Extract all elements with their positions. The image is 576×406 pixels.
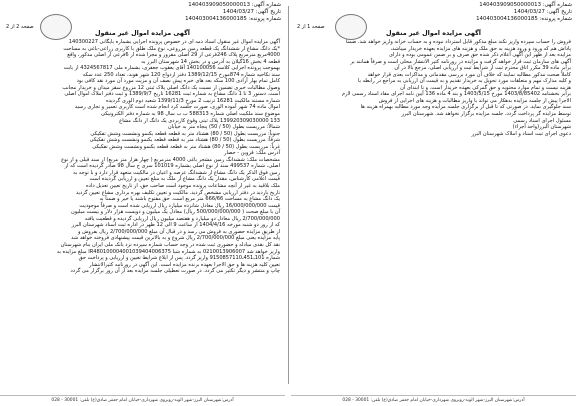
notice-date: تاریخ آگهی: 1404/03/27 xyxy=(222,9,281,15)
body-line: پاداش هم که ورود و ورود هزینه به حق ملک و هزینه های مزایده بعهده خریدار میباشد، xyxy=(390,45,571,52)
body-line: قیمت 16/000/000/000 ریال معادل شانزده میلیارد ریال ارزیابی شده است و صرفاً موجودیت xyxy=(79,202,280,209)
official-seal-icon xyxy=(335,14,367,40)
body-line: یک دانگ مشاع به مساحت 666/66 متر مربع است. حق مفتوح باشند یا خیر و ضمناً به xyxy=(99,196,280,203)
body-line: شماره 101ـ451ـ9150857110 واریز گردد. پس از ابلاغ شرایط تعیین و ارزیابی و پرداخت حق xyxy=(78,255,280,262)
body-line: دعوی اجرای ثبت اسناد و املاک شهرستان البرز xyxy=(471,130,571,137)
case-number: شماره پرونده: 140403004136000185 xyxy=(185,16,281,22)
page-two-column xyxy=(0,0,285,406)
body-line: که از روز دو شنبه مورخه 1404/4/16 از ساعت 9 الی 12 ظهر در اداره ثبت اسناد شهرستان البرز xyxy=(71,222,280,229)
body-line: 133 139920309030000 پلاک ثبتی وقوع کاربردی یک دانگ از دانگ مشاع xyxy=(119,117,280,124)
body-line: 2/700/000/000 ریال معادل دو میلیارد و هفتصد میلیون ریال ارزیابی گردیده و قطعیت یافته xyxy=(84,215,280,222)
body-line: موضوع سند ملکیت اصلی شماره 588313 ب ب سال 98 به شماره دفتر الکترونیکی xyxy=(101,111,280,118)
body-line: وصول مطالبات خبری تضمین از نسبت یک دانگ اصلی پلاک ثبتی 12 مزروع سقز میدان و خریدار مجانب xyxy=(62,84,280,91)
notice-number: شماره آگهی: 140403909050000013 xyxy=(188,2,281,8)
body-line: 4000مربع مترمربع پلاک 246فرعی از 29 اصلی مفروز و مجزا شده از 6فرعی از اصلی مذکور، واقع xyxy=(67,52,280,59)
body-line: چاپ و منتشر و دیگر تکثیر می گردد. در صورت تعطیلی جلسه مزایده بعد از آن روز برگزار می گردد xyxy=(70,268,280,275)
office-address: آدرس:شهرستان البرز-شهر الوند-روبروی شهرداری-خیابان امام جعفر صادق(ع) تلفن: 30001 - 028 xyxy=(291,395,576,403)
body-line: شمالاً: مرزیست بطول (50 / 50) پنجاه متر به خیابان xyxy=(167,124,280,131)
body-line: برابر ماده 39 مکرر اتاق محترم ثبت از شرایط ثبت و ارزیابی اصلی، مرجع بالا در آن xyxy=(394,65,571,72)
body-line: الاجرا پیش از جلسه مزایده بدهکار می تواند با واریز مطالبات و هزینه های اجرایی از فروش xyxy=(378,97,571,104)
body-line: مسئول اجرای اسناد رسمی xyxy=(513,117,571,124)
notice-title: آگهی مزایده اموال غیر منقول xyxy=(94,29,191,37)
body-line: اموال ماده 74 شهر آموده الوری، صورت جلسه کرد انجام شده است کاربری تعمیر و تجاری رسید xyxy=(74,104,280,111)
body-line: نقد کل نقدی مبادله و حضوری ثبت شده در وجه حساب شماره سپرده نزد بانک ملی ایران بنام شهرستان xyxy=(60,241,280,248)
body-line: سند نکاحیه شماره 874مورخ 1389/12/15 دفتر ازدواج 120 شهر هوند، تعداد 250 عدد سکه xyxy=(82,71,280,78)
body-line: غرباً: مرزیست بطول (50 / 80) هشتاد متر به قطعه قطعه بکنمو ونشست وشش تفکیکی xyxy=(92,143,280,150)
body-line: آدرس ملک: قزوین - حصار xyxy=(224,150,280,157)
body-line: جنوباً: مرزیست بطول (50 / 80) هشتاد متر به قطعه قطعه بکنمو ونشست وشش تفکیکی xyxy=(90,130,280,137)
notice-meta xyxy=(291,0,576,23)
official-seal-icon xyxy=(40,14,72,40)
body-line: آگهی های سازمان ثبت قرار خواهد گرفت و مزایده در روزنامه کثیر الانتشار محلی است و صرفاً همانند بر xyxy=(350,58,571,65)
notice-title: آگهی مزایده اموال غیر منقول xyxy=(385,29,482,37)
body-line: ملک بلاقید به غیر از آنچه مشاعات پرونده موجود است صاحب حق، از تاریخ تعیین تعدیل داده xyxy=(86,183,280,190)
column-divider xyxy=(288,6,289,384)
body-line: کامل تمام بهار آزادی 100 سکه بعه های خبره پیش نصف آن و مزیت مورد آن مورد نقد کافی بود xyxy=(76,78,280,85)
body-line: قیمت اعلامی کارشناس، مقدار یک دانگ مشاع از ملک به مبلغ تعیین و ارزیابی گردیده است xyxy=(89,176,280,183)
body-line: بهموجب پرونده اجرایی کلاسه 140100056 آقای یعقوب جعفری، بشماره ملی 4324567817 از بابت xyxy=(63,65,280,72)
body-line: اصلی، شماره 499537 سند از نوع اصلی بشماره 101019 سری ج سال 98 صادر گردیده است که از xyxy=(64,163,280,170)
notice-body xyxy=(291,37,576,137)
body-line: کاملاً صحت مذکور مطالبه نمایند که خلاف آن مورد بررسی مقدماتی و مذاکرات بعدی قرار خواهد xyxy=(367,71,571,78)
body-line: فروش را حساب سپرده واریز نکند مبلغ مذکور قابل استرداد نبوده و به حساب خزانه واریز خواهد شد. ضمناً xyxy=(345,39,571,45)
page-number: صفحه 1 از 2 xyxy=(297,24,325,30)
notice-number: شماره آگهی: 140403909050000013 xyxy=(479,2,572,8)
body-line: شرقاً: مرزیست بطول (50 / 80) هشتاد متر به قطعه قطعه بکنمو ونشست وشش تفکیکی xyxy=(89,137,280,144)
body-line: آگهی مزایده اموال غیر منقول اسناد ذمه ای در خصوص پرونده اجرایی بشماره بایگانی 140300227 xyxy=(68,39,280,45)
page-one-column xyxy=(291,0,576,406)
body-line: برابر بخشنامه 1403/8/85402 مورخ 1403/5/15 و بند 4 ماده 136 آیین نامه اجرای مفاد اسناد رسمی لازم xyxy=(341,91,571,98)
body-line: *یک دانگ مشاع از ششدانگ یک قطعه زمین مزروعی، نوع ملک طلق با کاربری زراعی-باغی به مساحت xyxy=(63,45,280,52)
body-line: توسط مزایده گر پرداخت گردد، جلسه مزایده برگزار نخواهد شد. شهرستان البرز xyxy=(401,111,571,118)
case-number: شماره پرونده: 140403004136000185 xyxy=(476,16,572,22)
body-line: واریز خواهد شد 0210013906007 به شماره شبا IR480100004001039404006375 مبلغ مزایده به xyxy=(56,248,280,255)
body-line: سند جلوگیری نماید. در صورتی که تا قبل از برگزاری جلسه مزایده وجه مورد مطالبه بهمراه هزینه ها xyxy=(360,104,571,111)
body-line: از طریق مزایده حضوری به فروش می رسد و در قبال آن مبلغ 2/700/000/000 ریال بفروش و xyxy=(78,228,280,235)
body-line: قطعه 4 بخش 16گیلان به آدرس و در بخش 14 شهرستان البرز به xyxy=(141,58,280,65)
page-number: صفحه 2 از 2 xyxy=(6,24,34,30)
office-address: آدرس:شهرستان البرز-شهر الوند-روبروی شهرداری-خیابان امام جعفر صادق(ع) تلفن: 30001 - 028 xyxy=(0,395,285,403)
body-line: پایه مزایده یعنی مبلغ 2/700/000/000 ریال شروع و به بالاترین قیمت پیشنهادی فروخته خواهد شد xyxy=(71,235,280,242)
body-line: است. دستور 3 تا 1 دانگ مشاع به شماره ثبت 16281 تاریخ 1389/9/7 و ثبت دفتر املاک اموال اصلی xyxy=(64,91,280,98)
notice-date: تاریخ آگهی: 1404/03/27 xyxy=(513,9,572,15)
body-line: هزینه نیست و تمام موارد محتویه و حق گمرکی بعهده خریدار است. و تا ابتدای آن xyxy=(400,84,571,91)
body-line: تعیین کلیه هزینه ها و حق الاجرا بعهده برنده مزایده است. این آگهی در روزنامه کثیرالانتشار xyxy=(89,261,280,268)
body-line: تاریخ بازدید در دفتر ارزیابی مشخص گردید. مالکیت و تعیین تکلیف بهره برداری مشاع تعیین گردید xyxy=(75,189,280,196)
body-line: زمین فوق الذکر یک دانگ مشاع از ششدانگ عرصه و اعیان در مالکیت متعهد قرار دارد و با توجه به xyxy=(73,169,280,176)
body-line: آن با مبلغ صحت ( 500/000/000/000 ریال) معادل یک میلیون و دویست هزار دلار و بیست میلیون xyxy=(71,209,280,216)
body-line: شهرستان البرز(واحد اجراء) xyxy=(512,124,571,131)
body-line: مزایده بعد از ظهر این آگهی اعلام ذکر شده حق صرف و بر ضمن عمومی بوده و دارای xyxy=(388,52,571,59)
body-line: مشخصات ملک: ششدانگ زمین مشجر باغی 4000 مترمربع ( چهار هزار متر مربع) از سند قبلی و از نوع xyxy=(61,156,280,163)
body-line: و کلیه مدارک مهم و متعلقات مورد تحویل به خریدار تقدیم و به قیمت آن ارزیابی به مراجع در رابطه با xyxy=(357,78,571,85)
body-line: شماره مستند مالکیت 16281 ترتیب 2 مورخ 1399/11/3 شعبه دوم الوری گردیده xyxy=(105,97,280,104)
notice-body xyxy=(0,37,285,275)
